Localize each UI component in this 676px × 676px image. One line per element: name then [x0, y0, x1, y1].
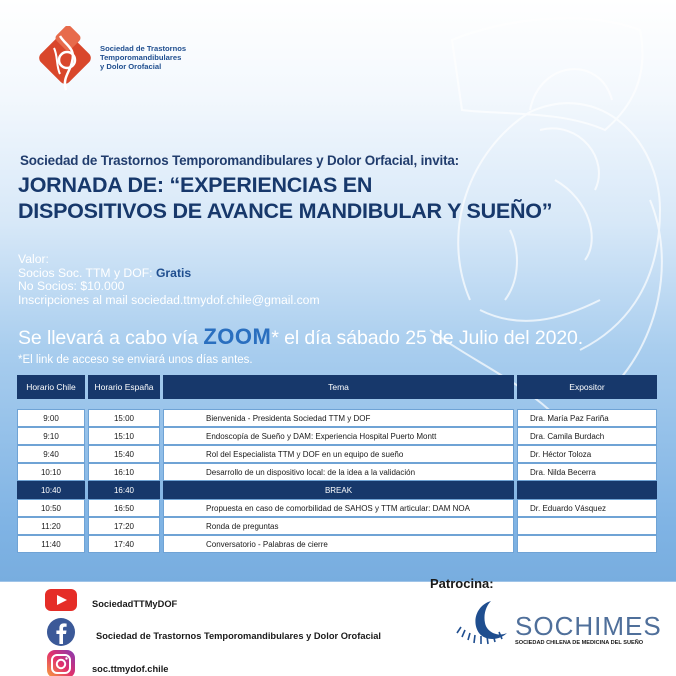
header-topic: Tema [163, 375, 514, 399]
socios-label: Socios Soc. TTM y DOF: [18, 265, 156, 280]
org-name-line-1: Sociedad de Trastornos [100, 44, 187, 53]
event-date-line [18, 324, 583, 350]
org-name [100, 44, 250, 71]
sponsor-subtitle: SOCIEDAD CHILENA DE MEDICINA DEL SUEÑO [515, 640, 644, 646]
row-spain-time: 15:00 [88, 409, 160, 427]
socios-line [18, 267, 320, 281]
row-topic: BREAK [163, 481, 514, 499]
youtube-icon[interactable] [44, 586, 78, 614]
row-chile-time: 10:50 [17, 499, 85, 517]
row-topic: Endoscopía de Sueño y DAM: Experiencia Hospital Puerto Montt [163, 427, 514, 445]
row-topic: Ronda de preguntas [163, 517, 514, 535]
event-suffix: * el día sábado 25 de Julio del 2020. [271, 327, 584, 349]
row-chile-time: 9:00 [17, 409, 85, 427]
sponsor-label: Patrocina: [430, 576, 494, 591]
row-chile-time: 9:40 [17, 445, 85, 463]
facebook-page[interactable]: Sociedad de Trastornos Temporomandibulares y Dolor Orofacial [96, 631, 381, 641]
table-row [17, 517, 657, 535]
row-speaker: Dra. María Paz Fariña [517, 409, 657, 427]
row-spain-time: 17:40 [88, 535, 160, 553]
no-socios-line: No Socios: $10.000 [18, 279, 125, 293]
header-chile: Horario Chile [17, 375, 85, 399]
schedule-header [17, 375, 657, 399]
zoom-logo-text: ZOOM [203, 324, 272, 349]
row-speaker: Dra. Camila Burdach [517, 427, 657, 445]
instagram-icon[interactable] [44, 650, 78, 676]
row-topic: Rol del Especialista TTM y DOF en un equipo de sueño [163, 445, 514, 463]
row-chile-time: 11:20 [17, 517, 85, 535]
row-speaker [517, 517, 657, 535]
row-speaker: Dr. Eduardo Vásquez [517, 499, 657, 517]
row-chile-time: 9:10 [17, 427, 85, 445]
row-chile-time: 10:10 [17, 463, 85, 481]
row-topic: Desarrollo de un dispositivo local: de la idea a la validación [163, 463, 514, 481]
youtube-handle[interactable]: SociedadTTMyDOF [92, 599, 178, 609]
row-spain-time: 16:40 [88, 481, 160, 499]
table-row [17, 427, 657, 445]
event-prefix: Se llevará a cabo vía [18, 327, 204, 349]
event-title [18, 172, 552, 224]
valor-label: Valor: [18, 252, 49, 266]
schedule-table [17, 375, 657, 553]
table-row [17, 463, 657, 481]
row-spain-time: 15:40 [88, 445, 160, 463]
row-spain-time: 15:10 [88, 427, 160, 445]
link-note: *El link de acceso se enviará unos días antes. [18, 354, 253, 366]
org-name-line-2: Temporomandibulares [100, 53, 182, 62]
row-chile-time: 10:40 [17, 481, 85, 499]
table-row-break [17, 481, 657, 499]
table-row [17, 535, 657, 553]
pricing-info [18, 253, 320, 307]
row-spain-time: 17:20 [88, 517, 160, 535]
event-title-line-2: DISPOSITIVOS DE AVANCE MANDIBULAR Y SUEÑO” [18, 199, 553, 223]
facebook-icon[interactable] [44, 618, 78, 646]
table-row [17, 409, 657, 427]
society-logo-icon [36, 26, 94, 94]
inscripciones-line: Inscripciones al mail sociedad.ttmydof.chile@gmail.com [18, 292, 320, 307]
row-speaker: Dr. Héctor Toloza [517, 445, 657, 463]
event-title-line-1: JORNADA DE: “EXPERIENCIAS EN [18, 173, 373, 197]
invite-line: Sociedad de Trastornos Temporomandibulares y Dolor Orfacial, invita: [20, 153, 459, 168]
row-topic: Conversatorio - Palabras de cierre [163, 535, 514, 553]
row-spain-time: 16:10 [88, 463, 160, 481]
header-speaker: Expositor [517, 375, 657, 399]
row-topic: Bienvenida - Presidenta Sociedad TTM y DOF [163, 409, 514, 427]
row-speaker [517, 535, 657, 553]
table-row [17, 499, 657, 517]
row-chile-time: 11:40 [17, 535, 85, 553]
socios-value: Gratis [155, 265, 192, 280]
table-row [17, 445, 657, 463]
row-speaker [517, 481, 657, 499]
sponsor-name: SOCHIMES [515, 611, 662, 641]
row-speaker: Dra. Nilda Becerra [517, 463, 657, 481]
org-name-line-3: y Dolor Orofacial [100, 62, 162, 71]
sochimes-logo-icon [455, 597, 513, 647]
row-topic: Propuesta en caso de comorbilidad de SAHOS y TTM articular: DAM NOA [163, 499, 514, 517]
instagram-handle[interactable]: soc.ttmydof.chile [92, 664, 169, 674]
header-spain: Horario España [88, 375, 160, 399]
row-spain-time: 16:50 [88, 499, 160, 517]
